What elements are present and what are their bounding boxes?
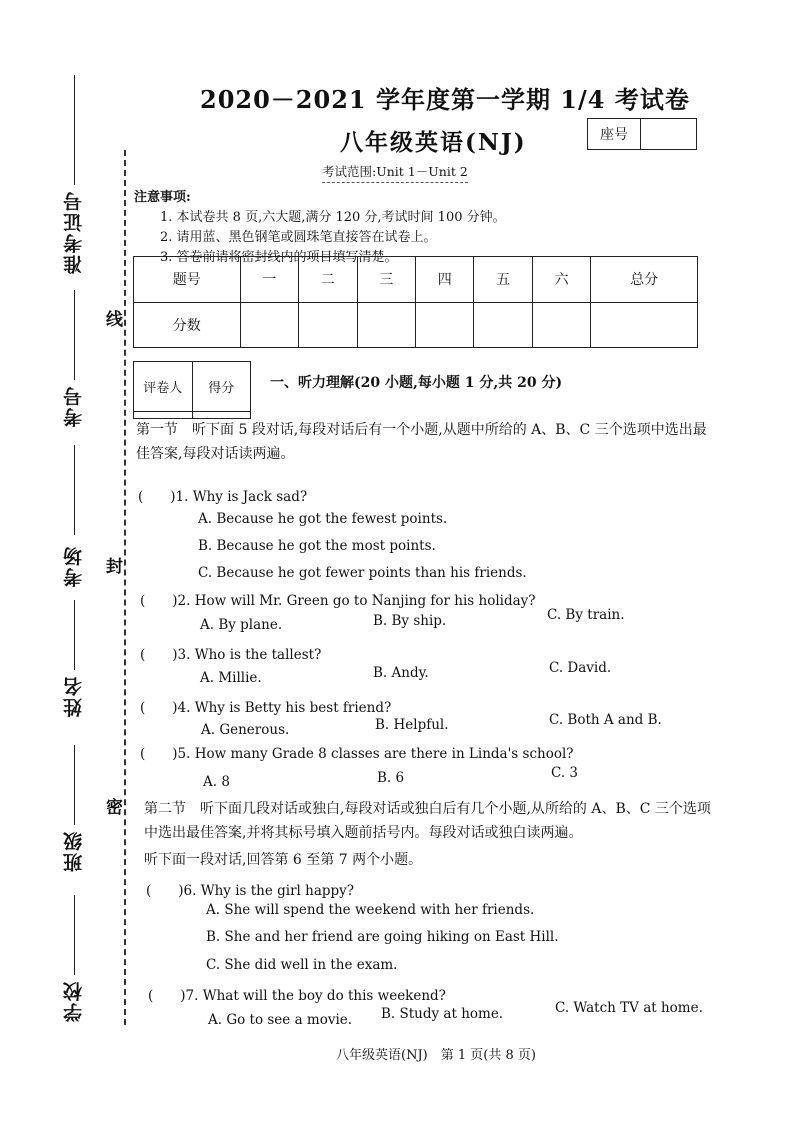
- notes-item: 2. 请用蓝、黑色钢笔或圆珠笔直接答在试卷上。: [160, 230, 437, 245]
- question-stem: ( )4. Why is Betty his best friend?: [140, 700, 392, 716]
- score-input-cell[interactable]: [299, 302, 357, 348]
- side-label-exam-room: 考场: [63, 545, 85, 587]
- binding-dashed-line: [124, 150, 126, 1025]
- answer-option: B. Study at home.: [381, 1006, 504, 1022]
- score-table: [133, 256, 698, 348]
- score-table-cell: 二: [299, 257, 357, 303]
- part2-subinstruction: 听下面一段对话,回答第 6 至第 7 两个小题。: [144, 852, 423, 868]
- score-input-cell[interactable]: [415, 302, 473, 348]
- seat-number-box: [587, 118, 697, 150]
- answer-option: A. By plane.: [200, 617, 283, 633]
- answer-option: C. By train.: [547, 607, 625, 623]
- side-label-exam-number: 考号: [63, 385, 85, 427]
- seat-number-field[interactable]: [641, 119, 696, 149]
- part2-instructions: 第二节 听下面几段对话或独白,每段对话或独白后有几个小题,从所给的 A、B、C 三个选项中选出最佳答案,并将其标号填入题前括号内。每段对话或独白读两遍。: [144, 801, 711, 841]
- side-label-name: 姓名: [63, 675, 85, 717]
- seal-char-secret: 密: [106, 798, 123, 818]
- score-table-cell: 六: [532, 257, 590, 303]
- side-label-admission-number: 准考证号: [63, 190, 85, 274]
- score-table-cell: 分数: [134, 302, 241, 348]
- answer-option: A. Millie.: [200, 670, 262, 686]
- notes-item: 1. 本试卷共 8 页,六大题,满分 120 分,考试时间 100 分钟。: [160, 210, 506, 225]
- notes-heading: 注意事项:: [134, 190, 191, 205]
- answer-option: C. David.: [549, 660, 612, 676]
- answer-option: B. She and her friend are going hiking on East Hill.: [206, 929, 559, 945]
- notes-item: 3. 答卷前请将密封线内的项目填写清楚。: [160, 250, 398, 265]
- side-fill-line: [74, 290, 75, 380]
- score-table-cell: 三: [357, 257, 415, 303]
- answer-option: A. Go to see a movie.: [208, 1012, 353, 1028]
- question-stem: ( )1. Why is Jack sad?: [138, 489, 308, 505]
- answer-option: C. 3: [551, 765, 579, 781]
- answer-option: B. 6: [377, 770, 405, 786]
- seal-char-seal: 封: [106, 557, 123, 577]
- page-footer: 八年级英语(NJ) 第 1 页(共 8 页): [336, 1048, 536, 1063]
- answer-option: C. Watch TV at home.: [555, 1000, 703, 1016]
- answer-option: C. Because he got fewer points than his friends.: [198, 565, 527, 581]
- side-fill-line: [74, 445, 75, 535]
- score-input-cell[interactable]: [357, 302, 415, 348]
- seal-char-line: 线: [106, 310, 123, 330]
- answer-option: C. She did well in the exam.: [206, 957, 398, 973]
- side-fill-line: [74, 75, 75, 185]
- part1-instructions: 第一节 听下面 5 段对话,每段对话后有一个小题,从题中所给的 A、B、C 三个选项中选出最佳答案,每段对话读两遍。: [136, 422, 707, 462]
- answer-option: B. Because he got the most points.: [198, 538, 436, 554]
- section-title: 一、听力理解(20 小题,每小题 1 分,共 20 分): [270, 375, 563, 391]
- side-label-school: 学校: [63, 980, 85, 1022]
- question-stem: ( )2. How will Mr. Green go to Nanjing for his holiday?: [140, 593, 536, 609]
- exam-scope: 考试范围:Unit 1－Unit 2: [322, 162, 468, 183]
- score-table-cell: 一: [240, 257, 298, 303]
- score-table-cell: 四: [415, 257, 473, 303]
- answer-option: B. Andy.: [373, 665, 429, 681]
- question-stem: ( )5. How many Grade 8 classes are there in Linda's school?: [140, 746, 574, 762]
- answer-option: A. She will spend the weekend with her friends.: [206, 902, 535, 918]
- grader-header: 评卷人: [134, 362, 193, 412]
- score-table-cell: 总分: [591, 257, 698, 303]
- score-input-cell[interactable]: [591, 302, 698, 348]
- score-table-cell: 五: [474, 257, 532, 303]
- answer-option: B. Helpful.: [375, 717, 449, 733]
- answer-option: B. By ship.: [373, 613, 447, 629]
- side-fill-line: [74, 895, 75, 975]
- score-input-cell[interactable]: [474, 302, 532, 348]
- side-label-class: 班级: [63, 830, 85, 872]
- score-input-cell[interactable]: [240, 302, 298, 348]
- grader-table: [133, 361, 251, 419]
- question-stem: ( )7. What will the boy do this weekend?: [148, 988, 446, 1004]
- score-input-cell[interactable]: [532, 302, 590, 348]
- score-table-cell: 题号: [134, 257, 241, 303]
- seat-number-label: 座号: [588, 119, 641, 149]
- exam-title: 2020－2021 学年度第一学期 1/4 考试卷: [200, 85, 690, 114]
- score-header: 得分: [192, 362, 251, 412]
- answer-option: A. Because he got the fewest points.: [198, 511, 448, 527]
- side-fill-line: [74, 745, 75, 825]
- score-table-header-row: [134, 257, 698, 303]
- score-table-score-row: [134, 302, 698, 348]
- exam-subtitle: 八年级英语(NJ): [340, 129, 527, 156]
- question-stem: ( )6. Why is the girl happy?: [146, 883, 355, 899]
- side-fill-line: [74, 600, 75, 670]
- answer-option: C. Both A and B.: [549, 712, 662, 728]
- answer-option: A. Generous.: [201, 722, 290, 738]
- question-stem: ( )3. Who is the tallest?: [140, 647, 322, 663]
- answer-option: A. 8: [203, 774, 230, 790]
